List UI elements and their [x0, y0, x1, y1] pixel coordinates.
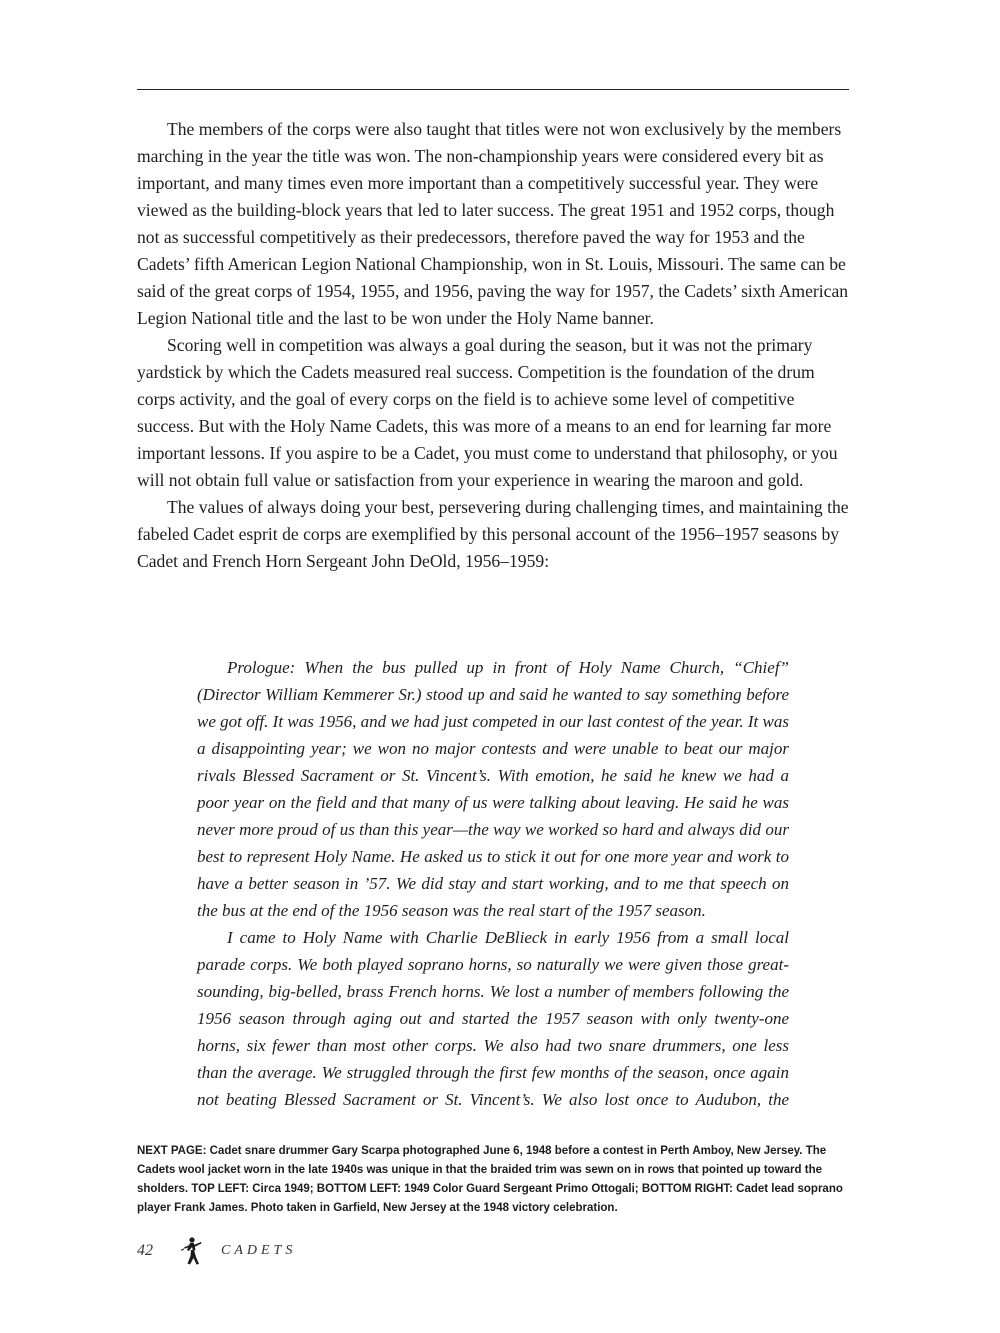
body-text — [137, 116, 849, 575]
drummer-silhouette-icon — [177, 1236, 205, 1266]
body-paragraph-1: The members of the corps were also taught that titles were not won exclusively by the members marching in the year the title was won. The non-championship years were considered every bit as important, and many times even more important than a competitively successful year. They were viewed as the building-block years that led to later success. The great 1951 and 1952 corps, though not as successful competitively as their predecessors, therefore paved the way for 1953 and the Cadets’ fifth American Legion National Championship, won in St. Louis, Missouri. The same can be said of the great corps of 1954, 1955, and 1956, paving the way for 1957, the Cadets’ sixth American Legion National title and the last to be won under the Holy Name banner. — [137, 119, 849, 328]
page-number: 42 — [137, 1242, 153, 1259]
block-quote — [197, 654, 789, 1113]
caption-text: Cadet snare drummer Gary Scarpa photographed June 6, 1948 before a contest in Perth Amboy, New Jersey. The Cadets wool jacket worn in the late 1940s was unique in that the braided trim was sewn on in rows that pointed up toward the sholders. TOP LEFT: Circa 1949; BOTTOM LEFT: 1949 Color Guard Sergeant Primo Ottogali; BOTTOM RIGHT: Cadet lead soprano player Frank James. Photo taken in Garfield, New Jersey at the 1948 victory celebration. — [137, 1145, 843, 1214]
body-paragraph-2: Scoring well in competition was always a goal during the season, but it was not the primary yardstick by which the Cadets measured real success. Competition is the foundation of the drum corps activity, and the goal of every corps on the field is to achieve some level of competitive success. But with the Holy Name Cadets, this was more of a means to an end for learning far more important lessons. If you aspire to be a Cadet, you must come to understand that philosophy, or you will not obtain full value or satisfaction from your experience in wearing the maroon and gold. — [137, 335, 838, 490]
page-footer — [137, 1236, 296, 1266]
running-head: CADETS — [221, 1243, 297, 1258]
quote-paragraph-2: I came to Holy Name with Charlie DeBlieck in early 1956 from a small local parade corps. We both played soprano horns, so naturally we were given those great-sounding, big-belled, brass French horns. We lost a number of members following the 1956 season through aging out and started the 1957 season with only twenty-one horns, six fewer than most other corps. We also had two snare drummers, one less than the average. We struggled through the first few months of the season, once again not beating Blessed Sacrament or St. Vincent’s. We also lost once to Audubon, the — [197, 928, 789, 1109]
top-rule — [137, 89, 849, 90]
photo-caption — [137, 1142, 849, 1218]
body-paragraph-3: The values of always doing your best, persevering during challenging times, and maintaining the fabeled Cadet esprit de corps are exemplified by this personal account of the 1956–1957 seasons by Cadet and French Horn Sergeant John DeOld, 1956–1959: — [137, 497, 849, 571]
quote-paragraph-1: Prologue: When the bus pulled up in front of Holy Name Church, “Chief” (Director William Kemmerer Sr.) stood up and said he wanted to say something before we got off. It was 1956, and we had just competed in our last contest of the year. It was a disappointing year; we won no major contests and were unable to beat our major rivals Blessed Sacrament or St. Vincent’s. With emotion, he said he knew we had a poor year on the field and that many of us were talking about leaving. He said he was never more proud of us than this year—the way we worked so hard and always did our best to represent Holy Name. He asked us to stick it out for one more year and work to have a better season in ’57. We did stay and start working, and to me that speech on the bus at the end of the 1956 season was the real start of the 1957 season. — [197, 658, 789, 920]
caption-lead: NEXT PAGE: — [137, 1145, 207, 1157]
